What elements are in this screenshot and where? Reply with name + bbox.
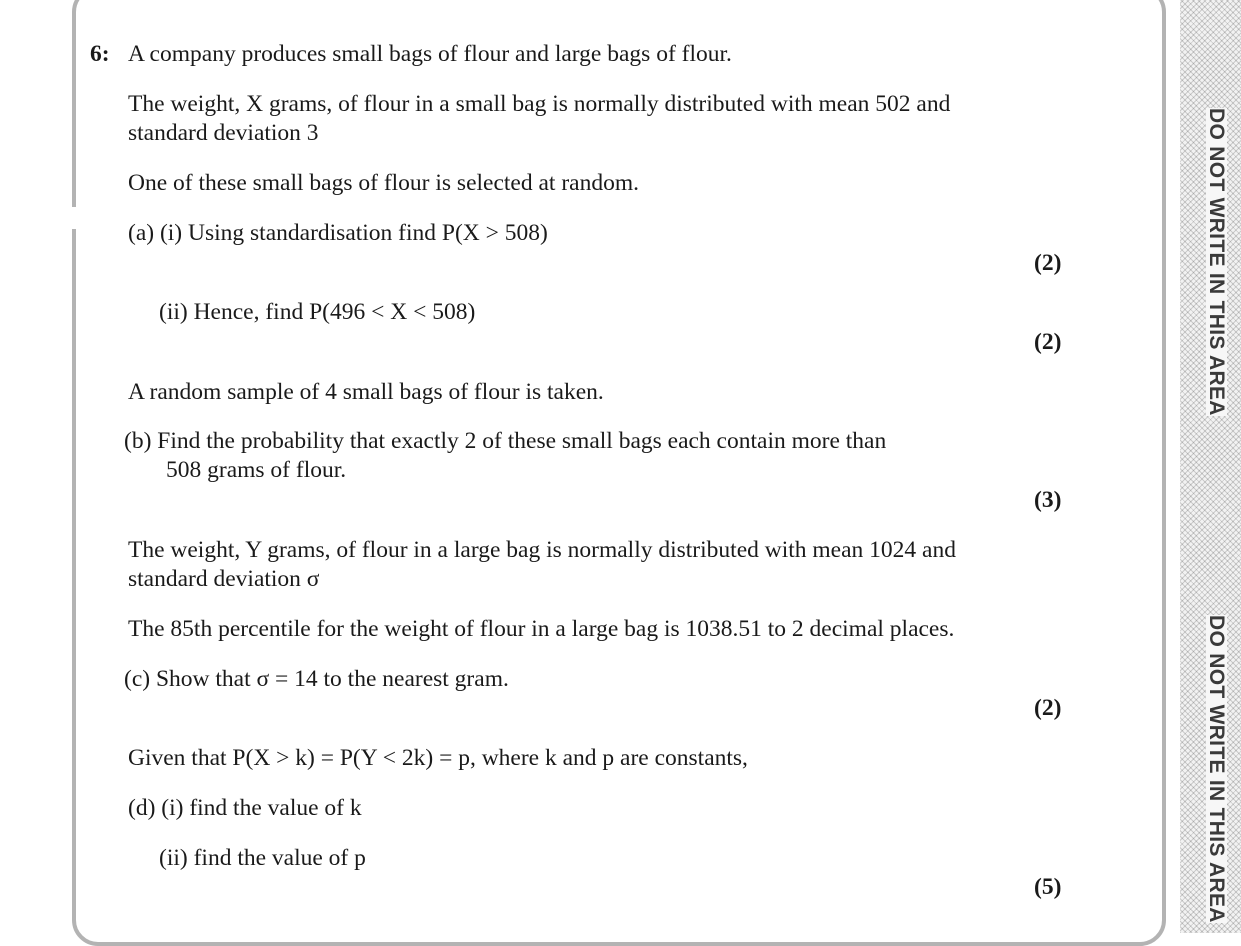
part-c: (c) Show that σ = 14 to the nearest gram. [124,666,509,692]
small-bag-text: standard deviation 3 [128,120,319,146]
small-bag-text: The weight, X grams, of flour in a small bag is normally distributed with mean 502 and [128,91,951,117]
part-a-i: (a) (i) Using standardisation find P(X > 508) [128,220,548,246]
part-b: 508 grams of flour. [166,457,347,483]
selection-text: One of these small bags of flour is selected at random. [128,170,639,196]
percentile-text: The 85th percentile for the weight of flour in a large bag is 1038.51 to 2 decimal places. [128,616,955,642]
part-d-ii: (ii) find the value of p [159,845,366,871]
large-bag-text: standard deviation σ [128,566,320,592]
question-intro: A company produces small bags of flour and large bags of flour. [128,41,732,67]
margin-warning-label: DO NOT WRITE IN THIS AREA [1205,108,1228,416]
large-bag-text: The weight, Y grams, of flour in a large bag is normally distributed with mean 1024 and [128,537,956,563]
part-d-i: (d) (i) find the value of k [128,795,362,821]
marks-label: (2) [1034,329,1062,355]
marks-label: (2) [1034,250,1062,276]
given-text: Given that P(X > k) = P(Y < 2k) = p, where k and p are constants, [128,745,748,771]
part-b: (b) Find the probability that exactly 2 of these small bags each contain more than [124,428,887,454]
marks-label: (2) [1034,695,1062,721]
sample-text: A random sample of 4 small bags of flour is taken. [128,379,604,405]
marks-label: (5) [1034,874,1062,900]
part-a-ii: (ii) Hence, find P(496 < X < 508) [159,299,476,325]
frame-gap [68,207,78,229]
question-number: 6: [90,41,110,67]
marks-label: (3) [1034,487,1062,513]
margin-warning-label: DO NOT WRITE IN THIS AREA [1205,615,1228,923]
